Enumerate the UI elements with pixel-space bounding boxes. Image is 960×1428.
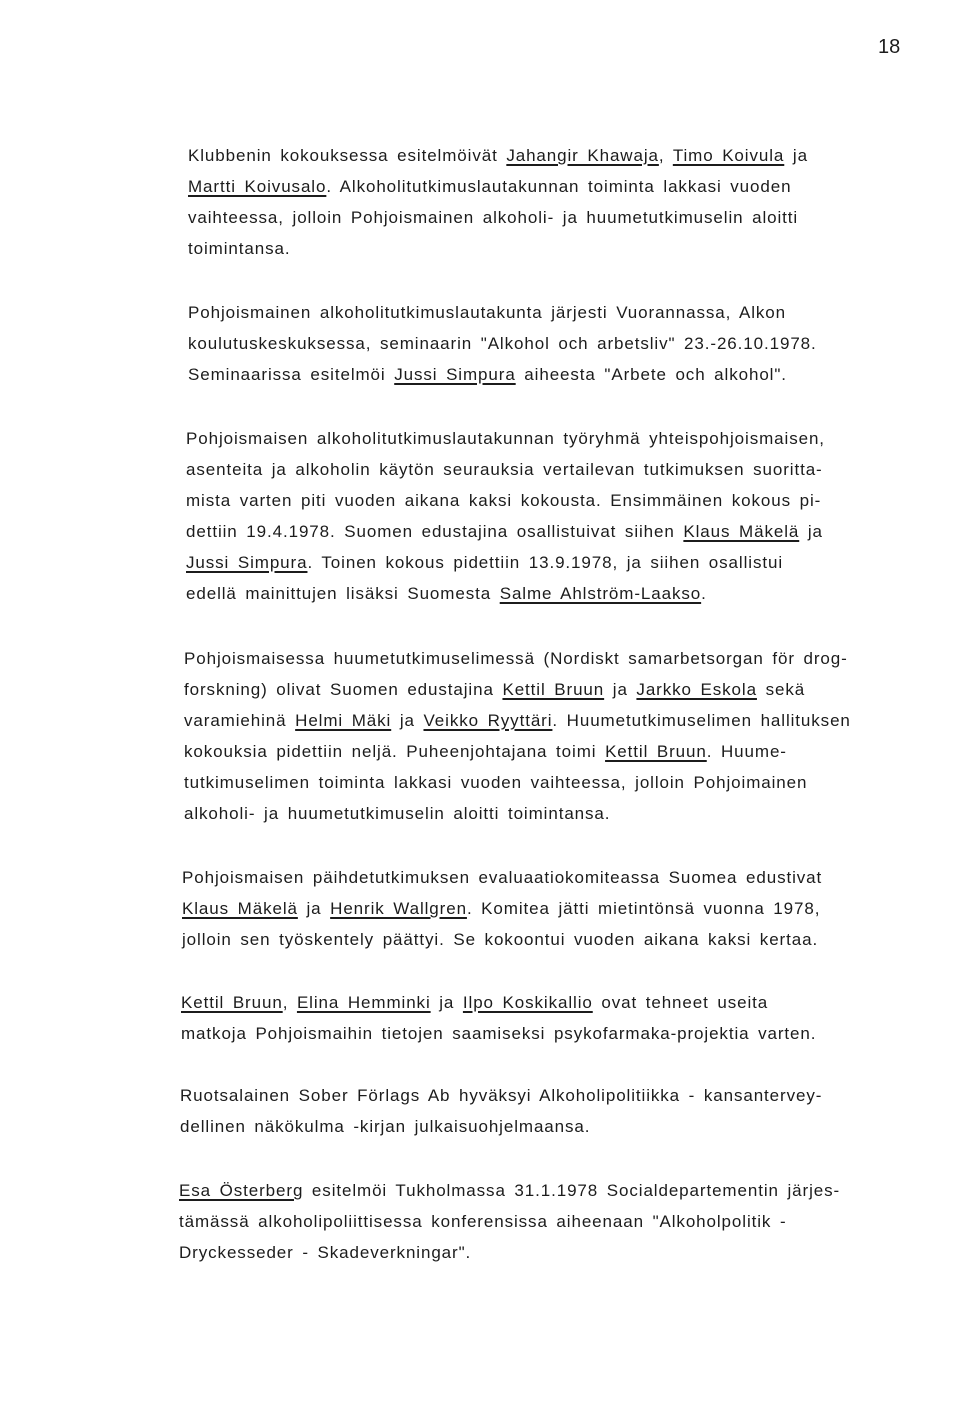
underlined-name: Kettil Bruun	[605, 742, 707, 761]
text-segment: vaihteessa, jolloin Pohjoismainen alkoholi- ja huumetutkimuselin aloitti	[188, 208, 799, 227]
text-line	[179, 1237, 953, 1268]
underlined-name: Helmi Mäki	[295, 711, 392, 730]
text-segment: mista varten piti vuoden aikana kaksi kokousta. Ensimmäinen kokous pi-	[186, 491, 822, 510]
text-line	[181, 987, 955, 1018]
text-segment: ja	[391, 711, 424, 730]
text-line	[186, 547, 960, 578]
underlined-name: Veikko Ryyttäri	[423, 711, 553, 730]
text-segment: koulutuskeskuksessa, seminaarin "Alkohol och arbetsliv" 23.-26.10.1978.	[188, 334, 817, 353]
underlined-name: Esa Österberg	[179, 1181, 304, 1200]
underlined-name: Kettil Bruun	[502, 680, 605, 699]
text-segment: Ruotsalainen Sober Förlags Ab hyväksyi Alkoholipolitiikka - kansantervey-	[180, 1086, 823, 1105]
text-segment: ja	[604, 680, 637, 699]
text-segment: ,	[282, 993, 297, 1012]
text-line	[188, 328, 960, 359]
paragraph-seminaari	[188, 297, 960, 390]
text-segment: aiheesta "Arbete och alkohol".	[515, 365, 787, 384]
text-line	[179, 1206, 953, 1237]
text-line	[184, 798, 958, 829]
underlined-name: Kettil Bruun	[181, 993, 283, 1012]
text-segment: varamiehinä	[184, 711, 296, 730]
paragraph-tyoryhma	[186, 423, 960, 609]
text-line	[181, 1018, 955, 1049]
text-segment: Pohjoismaisen alkoholitutkimuslautakunnan työryhmä yhteispohjoismaisen,	[186, 429, 825, 448]
text-line	[186, 454, 960, 485]
text-segment: . Alkoholitutkimuslautakunnan toiminta lakkasi vuoden	[326, 177, 792, 196]
text-segment: Pohjoismaisessa huumetutkimuselimessä (Nordiskt samarbetsorgan för drog-	[184, 649, 848, 668]
text-segment: ,	[658, 146, 673, 165]
text-line	[182, 893, 956, 924]
underlined-name: Klaus Mäkelä	[683, 522, 800, 541]
text-segment: matkoja Pohjoismaihin tietojen saamiseksi psykofarmaka-projektia varten.	[181, 1024, 817, 1043]
underlined-name: Martti Koivusalo	[188, 177, 327, 196]
text-line	[186, 516, 960, 547]
text-segment: ja	[430, 993, 463, 1012]
text-segment: . Huumetutkimuselimen hallituksen	[552, 711, 851, 730]
underlined-name: Jussi Simpura	[186, 553, 308, 572]
text-line	[188, 297, 960, 328]
page-number: 18	[878, 36, 901, 58]
text-line	[188, 359, 960, 390]
text-segment: ja	[799, 522, 823, 541]
text-line	[180, 1111, 954, 1142]
underlined-name: Klaus Mäkelä	[182, 899, 298, 918]
text-segment: alkoholi- ja huumetutkimuselin aloitti toimintansa.	[184, 804, 611, 823]
text-segment: dettiin 19.4.1978. Suomen edustajina osallistuivat siihen	[186, 522, 684, 541]
text-line	[184, 643, 958, 674]
text-segment: Pohjoismaisen päihdetutkimuksen evaluaatiokomiteassa Suomea edustivat	[182, 868, 823, 887]
text-segment: . Komitea jätti mietintönsä vuonna 1978,	[466, 899, 821, 918]
paragraph-osterberg	[179, 1175, 953, 1268]
text-line	[182, 862, 956, 893]
text-segment: ja	[784, 146, 808, 165]
text-segment: sekä	[756, 680, 806, 699]
paragraph-klubben	[188, 140, 960, 264]
underlined-name: Ilpo Koskikallio	[462, 993, 593, 1012]
underlined-name: Timo Koivula	[672, 146, 785, 165]
text-line	[180, 1080, 954, 1111]
underlined-name: Henrik Wallgren	[330, 899, 467, 918]
underlined-name: Jarkko Eskola	[636, 680, 757, 699]
paragraph-matkat	[181, 987, 955, 1049]
underlined-name: Jahangir Khawaja	[506, 146, 659, 165]
text-line	[186, 578, 960, 609]
text-line	[188, 140, 960, 171]
text-line	[186, 485, 960, 516]
text-line	[188, 171, 960, 202]
text-segment: kokouksia pidettiin neljä. Puheenjohtajana toimi	[184, 742, 606, 761]
text-line	[184, 767, 958, 798]
text-line	[184, 705, 958, 736]
underlined-name: Salme Ahlström-Laakso	[499, 584, 702, 603]
text-segment: jolloin sen työskentely päättyi. Se kokoontui vuoden aikana kaksi kertaa.	[182, 930, 819, 949]
text-segment: asenteita ja alkoholin käytön seurauksia vertailevan tutkimuksen suoritta-	[186, 460, 823, 479]
underlined-name: Elina Hemminki	[296, 993, 431, 1012]
text-line	[182, 924, 956, 955]
paragraph-sober-forlags	[180, 1080, 954, 1142]
text-segment: Klubbenin kokouksessa esitelmöivät	[188, 146, 507, 165]
text-segment: Dryckesseder - Skadeverkningar".	[179, 1243, 472, 1262]
text-segment: edellä mainittujen lisäksi Suomesta	[186, 584, 500, 603]
text-segment: ja	[297, 899, 331, 918]
paragraph-huumetutkimuselin	[184, 643, 958, 829]
text-segment: toimintansa.	[188, 239, 291, 258]
text-segment: Pohjoismainen alkoholitutkimuslautakunta järjesti Vuorannassa, Alkon	[188, 303, 786, 322]
text-segment: tämässä alkoholipoliittisessa konferensissa aiheenaan "Alkoholpolitik -	[179, 1212, 787, 1231]
text-line	[179, 1175, 953, 1206]
text-line	[186, 423, 960, 454]
underlined-name: Jussi Simpura	[394, 365, 516, 384]
text-segment: ovat tehneet useita	[592, 993, 769, 1012]
text-segment: Seminaarissa esitelmöi	[188, 365, 395, 384]
text-line	[188, 233, 960, 264]
text-segment: esitelmöi Tukholmassa 31.1.1978 Socialdepartementin järjes-	[303, 1181, 841, 1200]
text-line	[184, 674, 958, 705]
text-segment: . Huume-	[706, 742, 787, 761]
text-segment: .	[701, 584, 707, 603]
text-line	[184, 736, 958, 767]
paragraph-evaluaatiokomitea	[182, 862, 956, 955]
text-segment: tutkimuselimen toiminta lakkasi vuoden vaihteessa, jolloin Pohjoimainen	[184, 773, 808, 792]
text-segment: . Toinen kokous pidettiin 13.9.1978, ja siihen osallistui	[307, 553, 783, 572]
text-segment: dellinen näkökulma -kirjan julkaisuohjelmaansa.	[180, 1117, 591, 1136]
text-segment: forskning) olivat Suomen edustajina	[184, 680, 503, 699]
text-line	[188, 202, 960, 233]
